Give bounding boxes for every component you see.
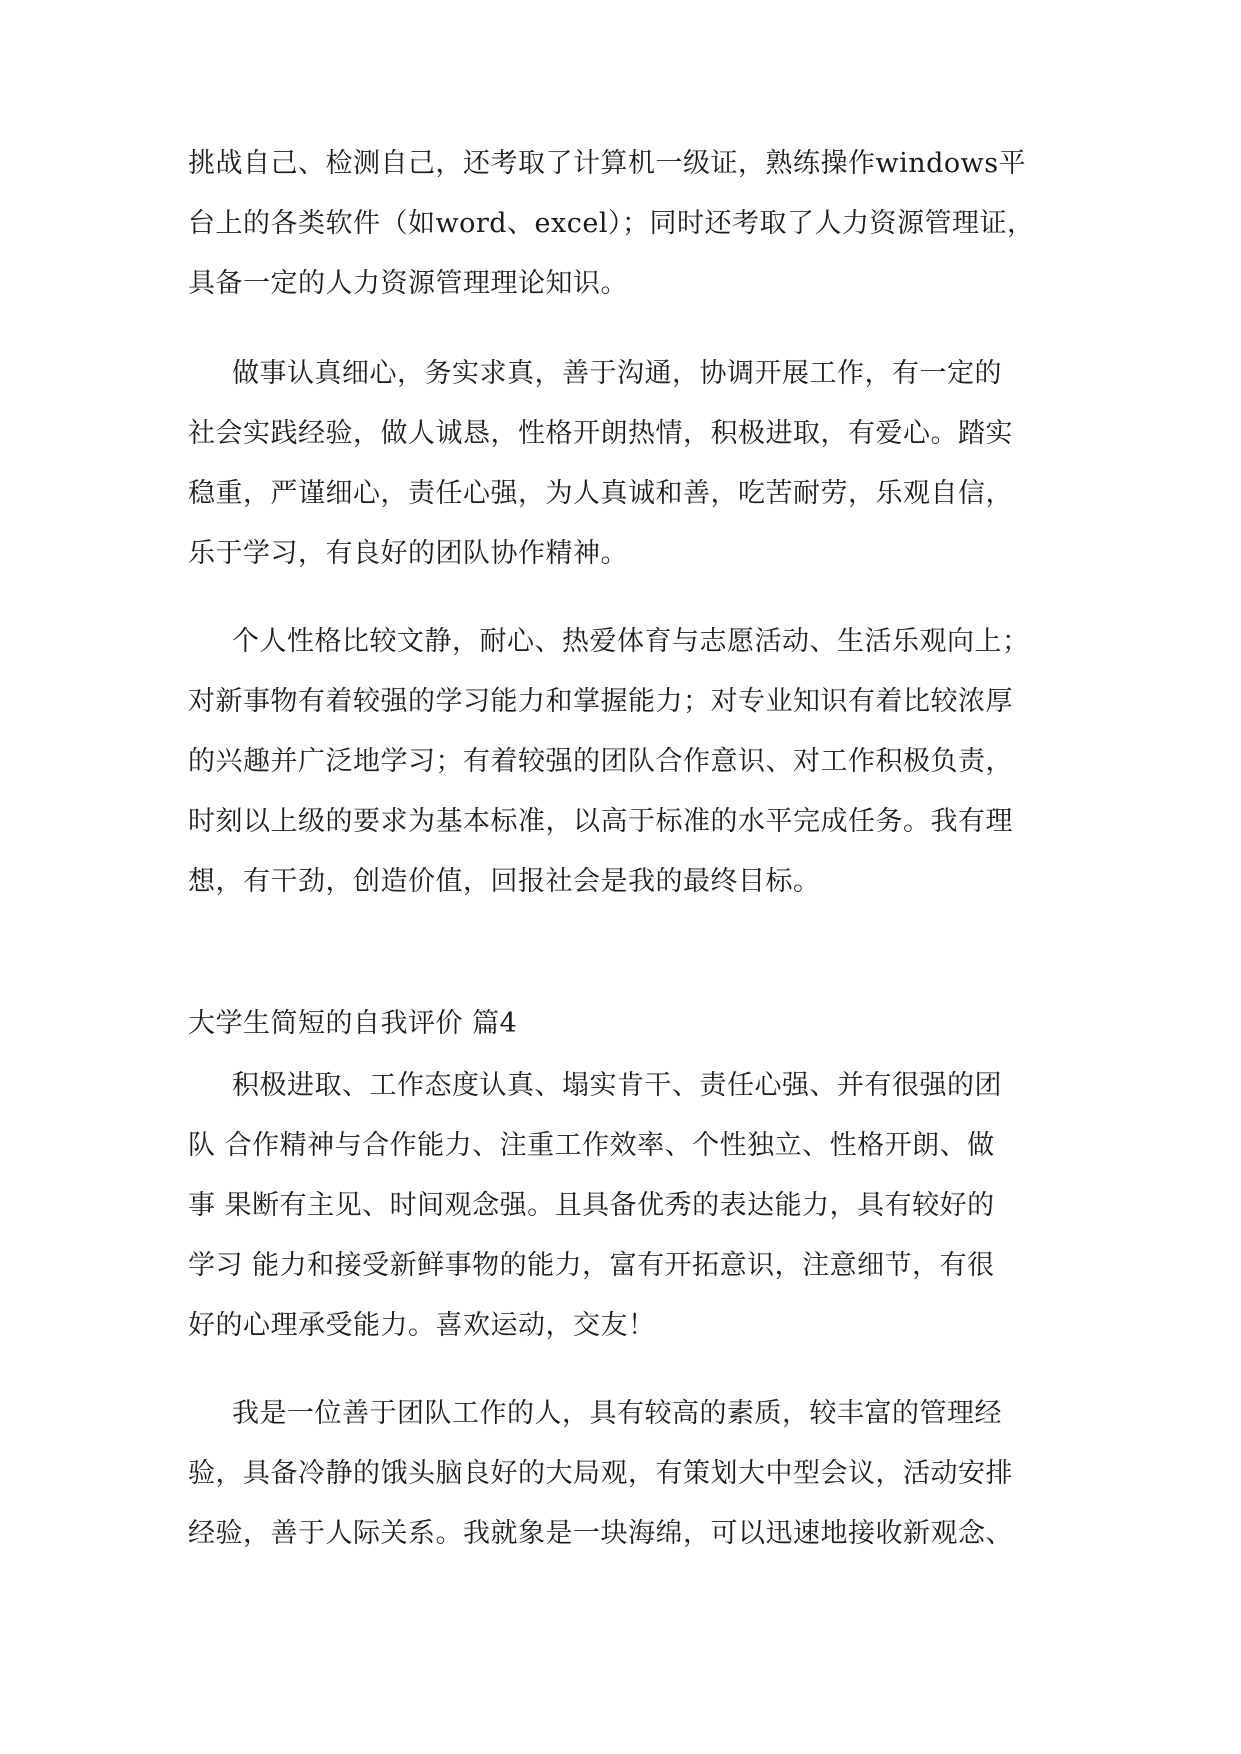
text-line-19: 验，具备冷静的饿头脑良好的大局观，有策划大中型会议，活动安排: [188, 1458, 1013, 1489]
text-line-5: 社会实践经验，做人诚恳，性格开朗热情，积极进取，有爱心。踏实: [188, 418, 1013, 449]
text-line-15: 事 果断有主见、时间观念强。且具备优秀的表达能力，具有较好的: [188, 1190, 995, 1221]
text-line-6: 稳重，严谨细心，责任心强，为人真诚和善，吃苦耐劳，乐观自信，: [188, 478, 1013, 509]
text-line-18: 我是一位善于团队工作的人，具有较高的素质，较丰富的管理经: [232, 1398, 1002, 1429]
section-heading: 大学生简短的自我评价 篇4: [188, 1008, 518, 1039]
text-line-20: 经验，善于人际关系。我就象是一块海绵，可以迅速地接收新观念、: [188, 1518, 1013, 1549]
text-line-3: 具备一定的人力资源管理理论知识。: [188, 268, 628, 299]
text-line-11: 时刻以上级的要求为基本标准，以高于标准的水平完成任务。我有理: [188, 806, 1013, 837]
text-line-16: 学习 能力和接受新鲜事物的能力，富有开拓意识，注意细节，有很: [188, 1250, 995, 1281]
text-line-7: 乐于学习，有良好的团队协作精神。: [188, 538, 628, 569]
text-line-2: 台上的各类软件（如word、excel）；同时还考取了人力资源管理证，: [188, 208, 1035, 239]
text-line-4: 做事认真细心，务实求真，善于沟通，协调开展工作，有一定的: [232, 358, 1002, 389]
text-line-14: 队 合作精神与合作能力、注重工作效率、个性独立、性格开朗、做: [188, 1130, 995, 1161]
text-line-12: 想，有干劲，创造价值，回报社会是我的最终目标。: [188, 866, 821, 897]
text-line-1: 挑战自己、检测自己，还考取了计算机一级证，熟练操作windows平: [188, 148, 1027, 179]
text-line-13: 积极进取、工作态度认真、塌实肯干、责任心强、并有很强的团: [232, 1070, 1002, 1101]
text-line-9: 对新事物有着较强的学习能力和掌握能力；对专业知识有着比较浓厚: [188, 686, 1013, 717]
text-line-10: 的兴趣并广泛地学习；有着较强的团队合作意识、对工作积极负责，: [188, 746, 1013, 777]
text-line-8: 个人性格比较文静，耐心、热爱体育与志愿活动、生活乐观向上；: [232, 626, 1030, 657]
text-line-17: 好的心理承受能力。喜欢运动，交友！: [188, 1310, 656, 1341]
